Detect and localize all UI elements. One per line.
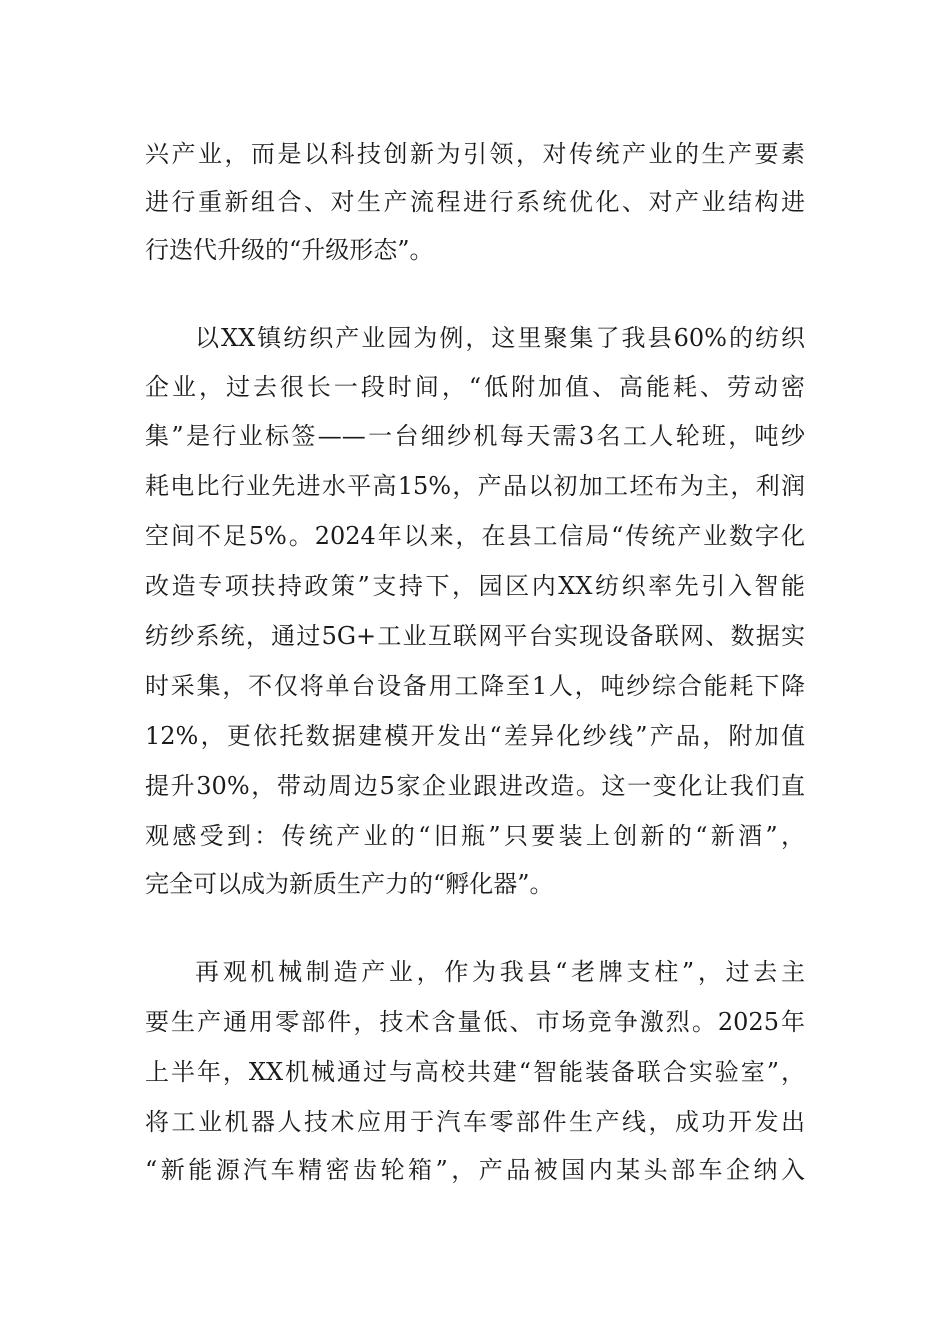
paragraph-2-line-1: 以XX镇纺织产业园为例，这里聚集了我县60%的纺织 [195, 324, 805, 352]
paragraph-3-line-2: 要生产通用零部件，技术含量低、市场竞争激烈。2025年 [145, 1008, 805, 1036]
paragraph-2-line-8: 时采集，不仅将单台设备用工降至1人，吨纱综合能耗下降 [145, 672, 805, 700]
paragraph-3-line-4: 将工业机器人技术应用于汽车零部件生产线，成功开发出 [145, 1108, 805, 1136]
paragraph-2-line-6: 改造专项扶持政策”支持下，园区内XX纺织率先引入智能 [145, 572, 805, 600]
paragraph-3-line-5: “新能源汽车精密齿轮箱”，产品被国内某头部车企纳入 [145, 1156, 805, 1184]
paragraph-1-line-3: 行迭代升级的“升级形态”。 [145, 236, 434, 264]
paragraph-2-line-5: 空间不足5%。2024年以来，在县工信局“传统产业数字化 [145, 522, 805, 550]
paragraph-2-line-10: 提升30%，带动周边5家企业跟进改造。这一变化让我们直 [145, 772, 805, 800]
paragraph-3-line-3: 上半年，XX机械通过与高校共建“智能装备联合实验室”， [145, 1058, 805, 1086]
paragraph-1-line-1: 兴产业，而是以科技创新为引领，对传统产业的生产要素 [145, 140, 805, 168]
paragraph-2-line-9: 12%，更依托数据建模开发出“差异化纱线”产品，附加值 [145, 722, 805, 750]
paragraph-2-line-7: 纺纱系统，通过5G+工业互联网平台实现设备联网、数据实 [145, 622, 805, 650]
paragraph-1-line-2: 进行重新组合、对生产流程进行系统优化、对产业结构进 [145, 188, 805, 216]
paragraph-2-line-11: 观感受到：传统产业的“旧瓶”只要装上创新的“新酒”， [145, 822, 805, 850]
paragraph-2-line-2: 企业，过去很长一段时间，“低附加值、高能耗、劳动密 [145, 373, 805, 401]
paragraph-2-line-4: 耗电比行业先进水平高15%，产品以初加工坯布为主，利润 [145, 472, 805, 500]
paragraph-2-line-3: 集”是行业标签——一台细纱机每天需3名工人轮班，吨纱 [145, 422, 805, 450]
paragraph-3-line-1: 再观机械制造产业，作为我县“老牌支柱”，过去主 [195, 958, 805, 986]
paragraph-2-line-12: 完全可以成为新质生产力的“孵化器”。 [145, 870, 554, 898]
